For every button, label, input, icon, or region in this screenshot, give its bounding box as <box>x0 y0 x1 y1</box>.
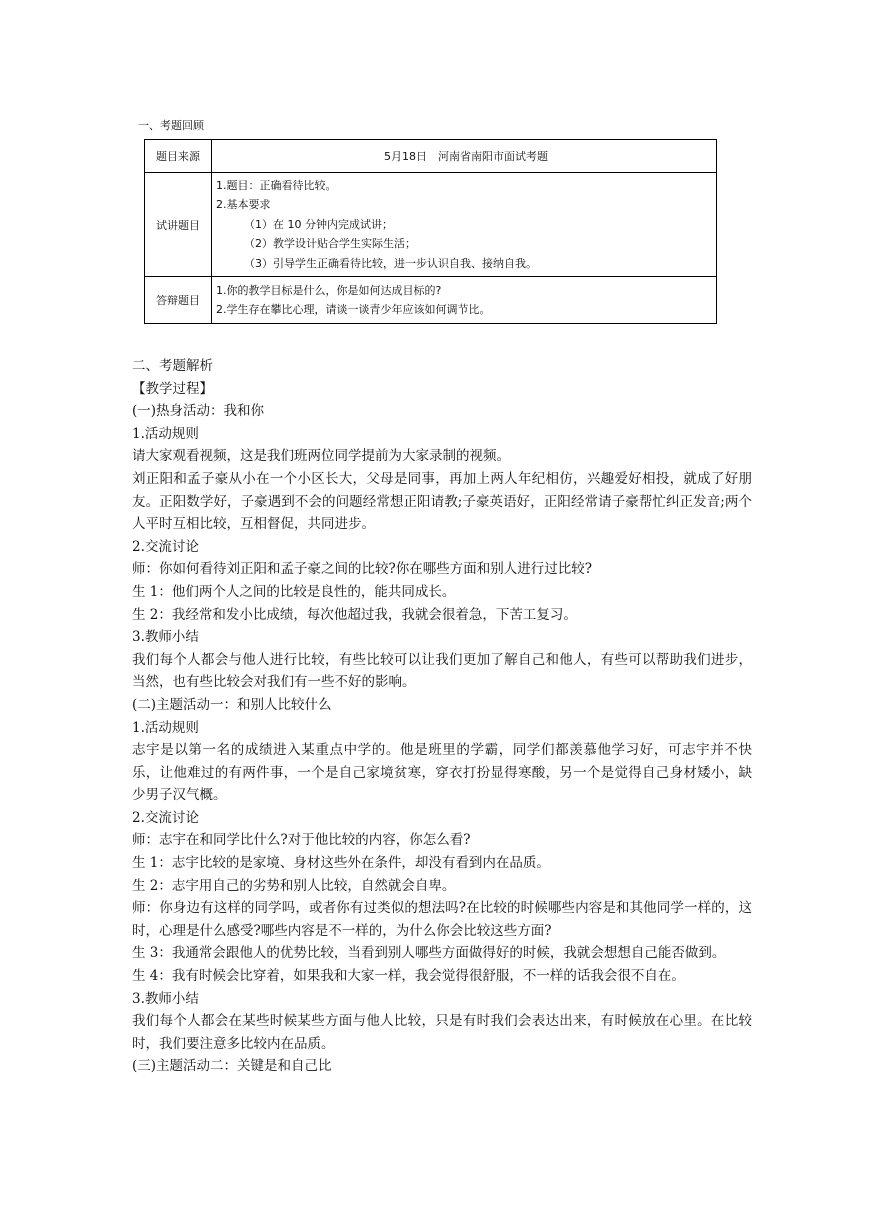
paragraph: 生 3：我通常会跟他人的优势比较，当看到别人哪些方面做得好的时候，我就会想想自己能否做到。 <box>132 945 726 962</box>
paragraph: 师：你身边有这样的同学吗，或者你有过类似的想法吗?在比较的时候哪些内容是和其他同学一样的，这时，心理是什么感受?哪些内容是不一样的，为什么你会比较这些方面? <box>132 900 752 939</box>
subheading: 1.活动规则 <box>132 425 199 442</box>
paragraph: 志宇是以第一名的成绩进入某重点中学的。他是班里的学霸，同学们都羡慕他学习好，可志宇并不快乐，让他难过的有两件事，一个是自己家境贫寒，穿衣打扮显得寒酸，另一个是觉得自己身材矮小，缺少男子汉气概。 <box>132 742 752 804</box>
lecture-label: 试讲题目 <box>145 173 212 277</box>
source-value: 5月18日 河南省南阳市面试考题 <box>212 140 717 173</box>
paragraph: 我们每个人都会在某些时候某些方面与他人比较，只是有时我们会表达出来，有时候放在心里。在比较时，我们要注意多比较内在品质。 <box>132 1013 752 1052</box>
source-label: 题目来源 <box>145 140 212 173</box>
defense-label: 答辩题目 <box>145 277 212 324</box>
analysis-body <box>132 355 752 1078</box>
section-title-analysis: 二、考题解析 <box>132 358 213 374</box>
lecture-line: （2）教学设计贴合学生实际生活； <box>244 237 416 251</box>
lecture-line: 1.题目：正确看待比较。 <box>216 178 337 192</box>
lecture-content <box>212 173 717 277</box>
subheading: 2.交流讨论 <box>132 538 199 555</box>
subheading: 1.活动规则 <box>132 719 199 736</box>
paragraph: 我们每个人都会与他人进行比较，有些比较可以让我们更加了解自己和他人，有些可以帮助我们进步，当然，也有些比较会对我们有一些不好的影响。 <box>132 651 752 691</box>
paragraph: 生 2：志宇用自己的劣势和别人比较，自然就会自卑。 <box>132 877 456 894</box>
lecture-line: （3）引导学生正确看待比较，进一步认识自我、接纳自我。 <box>244 256 537 270</box>
paragraph: 生 4：我有时候会比穿着，如果我和大家一样，我会觉得很舒服，不一样的话我会很不自在。 <box>132 968 685 985</box>
paragraph: 刘正阳和孟子豪从小在一个小区长大，父母是同事，再加上两人年纪相仿，兴趣爱好相投，就成了好朋友。正阳数学好，子豪遇到不会的问题经常想正阳请教;子豪英语好，正阳经常请子豪帮忙纠正发音;两个人平时互相比较，互相督促，共同进步。 <box>132 470 752 533</box>
lecture-line: 2.基本要求 <box>216 198 271 212</box>
defense-content <box>212 277 717 324</box>
lecture-line: （1）在 10 分钟内完成试讲； <box>244 217 393 231</box>
subheading: 【教学过程】 <box>132 380 213 397</box>
paragraph: 师：你如何看待刘正阳和孟子豪之间的比较?你在哪些方面和别人进行过比较? <box>132 561 592 578</box>
paragraph: 生 1：志宇比较的是家境、身材这些外在条件，却没有看到内在品质。 <box>132 855 550 872</box>
exam-info-table <box>144 139 717 324</box>
paragraph: 生 1：他们两个人之间的比较是良性的，能共同成长。 <box>132 583 456 600</box>
subheading: (一)热身活动：我和你 <box>132 403 265 420</box>
subheading: (三)主题活动二：关键是和自己比 <box>132 1058 332 1075</box>
subheading: 3.教师小结 <box>132 629 199 646</box>
table-row-defense <box>145 277 717 324</box>
defense-line: 2.学生存在攀比心理，请谈一谈青少年应该如何调节比。 <box>216 303 491 316</box>
subheading: 3.教师小结 <box>132 990 199 1007</box>
paragraph: 请大家观看视频，这是我们班两位同学提前为大家录制的视频。 <box>132 448 510 465</box>
paragraph: 师：志宇在和同学比什么?对于他比较的内容，你怎么看? <box>132 832 471 849</box>
subheading: (二)主题活动一：和别人比较什么 <box>132 696 332 713</box>
section-title-exam-review: 一、考题回顾 <box>138 119 204 132</box>
table-row-source <box>145 140 717 173</box>
defense-line: 1.你的教学目标是什么，你是如何达成目标的? <box>216 283 442 297</box>
subheading: 2.交流讨论 <box>132 809 199 826</box>
paragraph: 生 2：我经常和发小比成绩，每次他超过我，我就会很着急，下苦工复习。 <box>132 606 577 623</box>
table-row-lecture <box>145 173 717 277</box>
